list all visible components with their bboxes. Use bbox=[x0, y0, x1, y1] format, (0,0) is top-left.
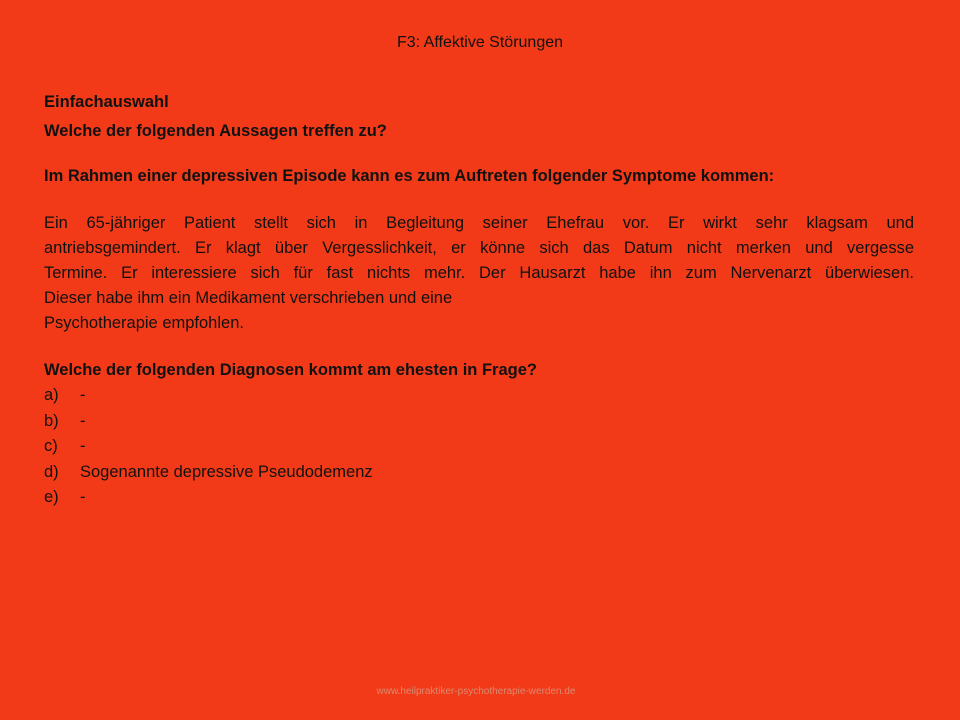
footer-website: www.heilpraktiker-psychotherapie-werden.de bbox=[376, 686, 576, 697]
answer-text: - bbox=[80, 411, 86, 430]
answer-letter: c) bbox=[44, 437, 58, 455]
case-description bbox=[44, 211, 914, 336]
case-line: Dieser habe ihm ein Medikament verschrieben und eine bbox=[44, 289, 453, 307]
answer-option-d bbox=[44, 460, 914, 486]
answer-option-e bbox=[44, 485, 914, 511]
answer-text: - bbox=[80, 437, 86, 455]
answer-letter: d) bbox=[44, 462, 59, 481]
answer-list bbox=[44, 383, 914, 511]
answer-letter: a) bbox=[44, 386, 59, 404]
answer-letter: e) bbox=[44, 488, 59, 506]
answer-text: - bbox=[80, 386, 86, 404]
diagnosis-question: Welche der folgenden Diagnosen kommt am ehesten in Frage? bbox=[44, 361, 537, 379]
slide-content bbox=[44, 90, 914, 511]
case-line: Ein 65-jähriger Patient stellt sich in Begleitung seiner Ehefrau vor. Er wirkt sehr klagsam und bbox=[44, 214, 914, 232]
answer-text: - bbox=[80, 488, 86, 506]
answer-letter: b) bbox=[44, 411, 59, 430]
answer-option-a bbox=[44, 383, 914, 409]
answer-option-b bbox=[44, 409, 914, 435]
case-line: Psychotherapie empfohlen. bbox=[44, 314, 244, 332]
case-line: Termine. Er interessiere sich für fast nichts mehr. Der Hausarzt habe ihn zum Nervenarzt überwiesen. bbox=[44, 264, 914, 282]
question-type-label: Einfachauswahl bbox=[44, 93, 169, 111]
slide-title: F3: Affektive Störungen bbox=[396, 34, 564, 51]
instruction-text: Welche der folgenden Aussagen treffen zu? bbox=[44, 122, 387, 140]
case-line: antriebsgemindert. Er klagt über Vergesslichkeit, er könne sich das Datum nicht merken und vergesse bbox=[44, 239, 914, 257]
lead-question: Im Rahmen einer depressiven Episode kann es zum Auftreten folgender Symptome kommen: bbox=[44, 167, 775, 185]
answer-option-c bbox=[44, 434, 914, 460]
answer-text: Sogenannte depressive Pseudodemenz bbox=[80, 462, 373, 481]
